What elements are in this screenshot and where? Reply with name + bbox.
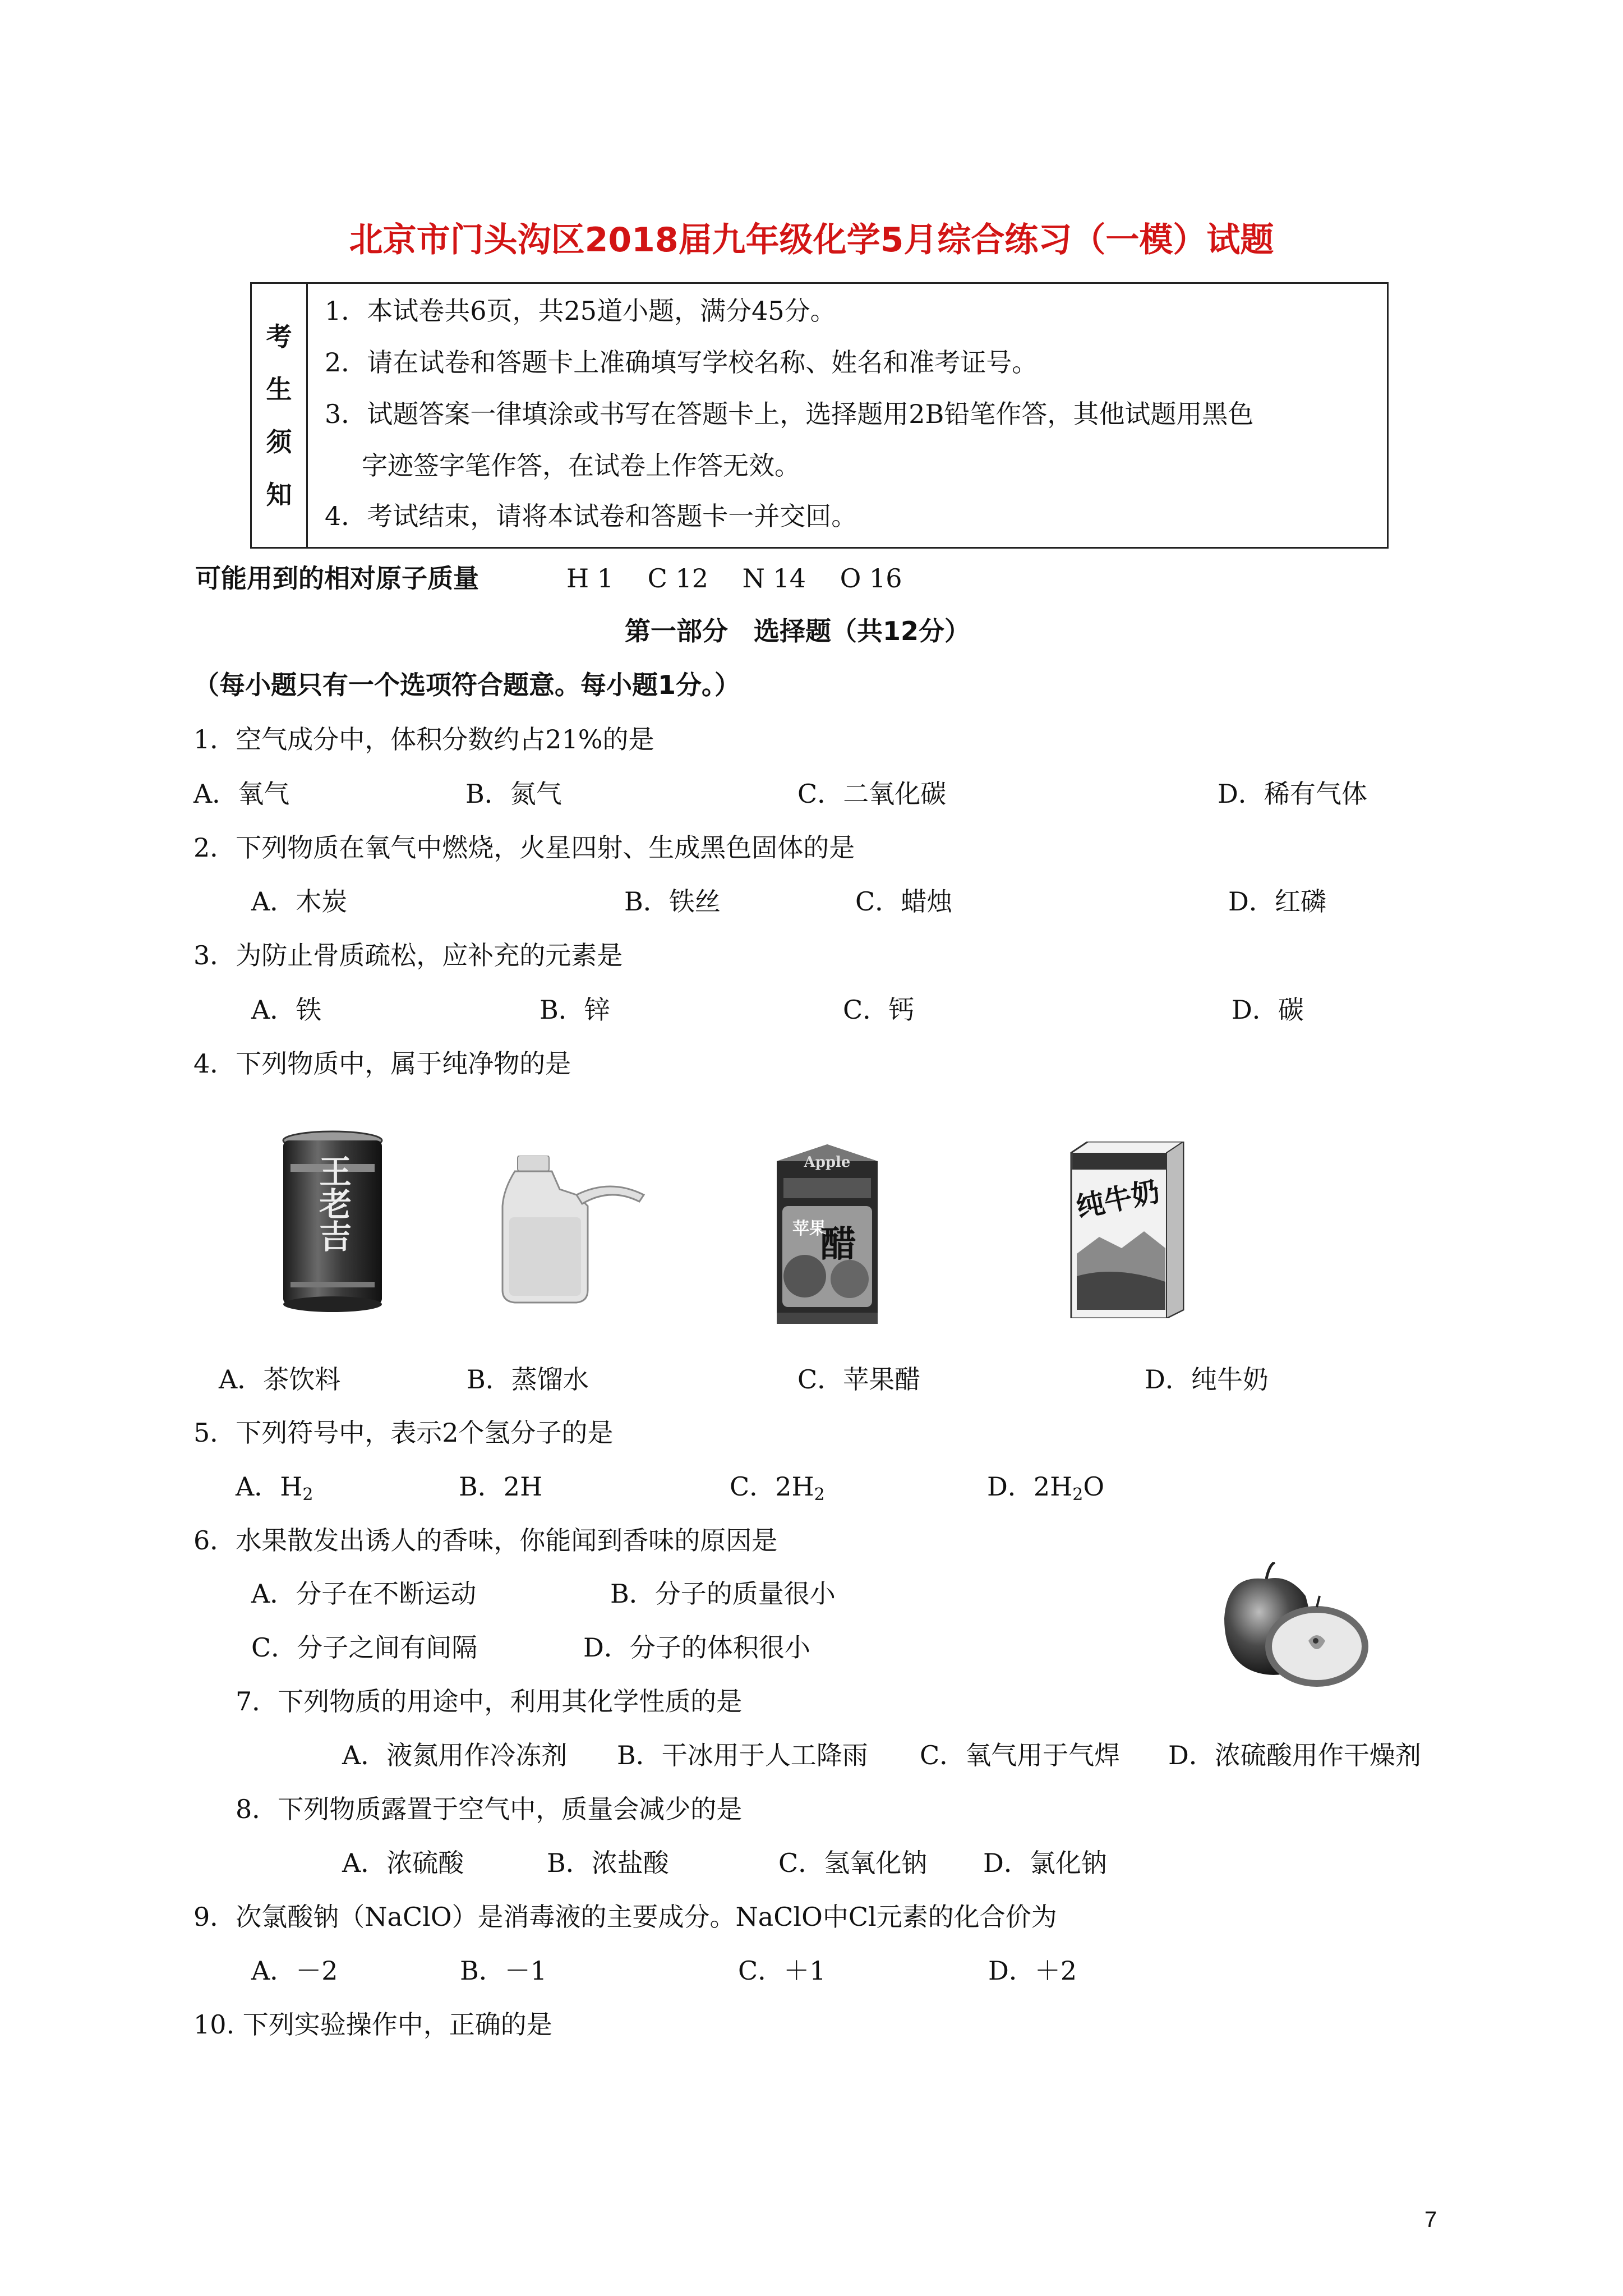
question-stem: 6．水果散发出诱人的香味，你能闻到香味的原因是 [193, 1525, 778, 1556]
herbal-tea-can-image [279, 1130, 386, 1315]
notice-item: 2．请在试卷和答题卡上准确填写学校名称、姓名和准考证号。 [325, 347, 1038, 378]
milk-label-text: 纯牛奶 [1073, 1175, 1163, 1225]
question-stem: 7．下列物质的用途中，利用其化学性质的是 [236, 1686, 743, 1717]
notice-label-char: 生 [266, 374, 292, 404]
option-c: C．＋1 [738, 1955, 826, 1986]
option-c: C．二氧化碳 [797, 779, 947, 809]
vinegar-label-char: 醋 [820, 1224, 856, 1266]
option-d: D．氯化钠 [983, 1848, 1107, 1878]
option-d-text: D．2H [987, 1471, 1073, 1502]
section-title: 第一部分 选择题（共12分） [625, 616, 971, 646]
notice-item: 4．考试结束，请将本试卷和答题卡一并交回。 [325, 501, 857, 531]
vinegar-brand-text: Apple [804, 1154, 851, 1171]
notice-item: 字迹签字笔作答，在试卷上作答无效。 [362, 450, 800, 481]
option-b: B．2H [459, 1471, 543, 1502]
option-a: A．分子在不断运动 [251, 1579, 477, 1609]
can-text: 王老吉 [313, 1154, 352, 1252]
option-b: B．氮气 [465, 779, 562, 809]
option-c: C．苹果醋 [797, 1364, 921, 1395]
question-stem: 3．为防止骨质疏松，应补充的元素是 [193, 940, 623, 970]
option-b: B．浓盐酸 [547, 1848, 669, 1878]
option-c [730, 1471, 825, 1502]
option-c: C．钙 [843, 995, 915, 1025]
question-stem: 10. 下列实验操作中，正确的是 [193, 2009, 552, 2040]
notice-label-char: 知 [266, 479, 292, 510]
option-c-text: C．2H [730, 1471, 814, 1502]
vinegar-label-text: 苹果 [792, 1219, 826, 1239]
option-a: A．茶饮料 [219, 1364, 341, 1395]
apple-image [1221, 1562, 1373, 1697]
option-d [987, 1471, 1104, 1502]
option-c: C．氧气用于气焊 [920, 1740, 1121, 1770]
candidate-notice-box [250, 282, 1389, 549]
question-stem: 4．下列物质中，属于纯净物的是 [193, 1048, 571, 1079]
option-a: A．氧气 [193, 779, 290, 809]
option-a: A．液氮用作冷冻剂 [342, 1740, 568, 1770]
option-b: B．铁丝 [624, 886, 721, 917]
notice-item: 3．试题答案一律填涂或书写在答题卡上，选择题用2B铅笔作答，其他试题用黑色 [325, 399, 1254, 429]
question-stem: 8．下列物质露置于空气中，质量会减少的是 [236, 1794, 743, 1824]
question-stem: 9．次氯酸钠（NaClO）是消毒液的主要成分。NaClO中Cl元素的化合价为 [193, 1902, 1057, 1932]
question-stem: 1．空气成分中，体积分数约占21%的是 [193, 724, 654, 754]
pure-milk-carton-image [1066, 1142, 1189, 1318]
option-a [236, 1471, 313, 1502]
question-stem: 5．下列符号中，表示2个氢分子的是 [193, 1418, 614, 1448]
option-b: B．干冰用于人工降雨 [617, 1740, 868, 1770]
option-b: B．锌 [540, 995, 610, 1025]
option-c: C．蜡烛 [855, 886, 953, 917]
option-b: B．分子的质量很小 [610, 1579, 836, 1609]
apple-vinegar-carton-image [771, 1144, 883, 1329]
option-a: A．铁 [251, 995, 322, 1025]
option-d: D．分子的体积很小 [583, 1632, 810, 1663]
option-d: D．纯牛奶 [1145, 1364, 1269, 1395]
subscript: 2 [302, 1485, 313, 1504]
page-title: 北京市门头沟区2018届九年级化学5月综合练习（一模）试题 [349, 220, 1274, 260]
option-b: B．蒸馏水 [467, 1364, 589, 1395]
atomic-mass-label: 可能用到的相对原子质量 [195, 563, 479, 593]
notice-item: 1．本试卷共6页，共25道小题，满分45分。 [325, 296, 836, 326]
notice-label-char: 考 [266, 321, 292, 352]
atomic-mass-values: H 1 C 12 N 14 O 16 [566, 563, 902, 593]
option-c: C．氢氧化钠 [778, 1848, 928, 1878]
option-a: A．浓硫酸 [342, 1848, 464, 1878]
question-stem: 2．下列物质在氧气中燃烧，火星四射、生成黑色固体的是 [193, 832, 855, 863]
option-a: A．－2 [251, 1955, 338, 1986]
option-d: D．浓硫酸用作干燥剂 [1168, 1740, 1421, 1770]
option-d: D．稀有气体 [1218, 779, 1367, 809]
subscript: 2 [814, 1485, 825, 1504]
option-d-suffix: O [1083, 1471, 1105, 1502]
notice-label [252, 284, 308, 547]
option-b: B．－1 [460, 1955, 547, 1986]
option-a-text: A．H [236, 1471, 303, 1502]
option-d: D．红磷 [1228, 886, 1326, 917]
notice-label-char: 须 [266, 426, 292, 457]
option-c: C．分子之间有间隔 [251, 1632, 478, 1663]
option-d: D．碳 [1232, 995, 1304, 1025]
option-d: D．＋2 [988, 1955, 1077, 1986]
page-number: 7 [1424, 2207, 1437, 2232]
option-a: A．木炭 [251, 886, 348, 917]
section-note: （每小题只有一个选项符合题意。每小题1分。） [193, 670, 741, 700]
distilled-water-bottle-image [492, 1156, 655, 1304]
subscript: 2 [1072, 1485, 1083, 1504]
